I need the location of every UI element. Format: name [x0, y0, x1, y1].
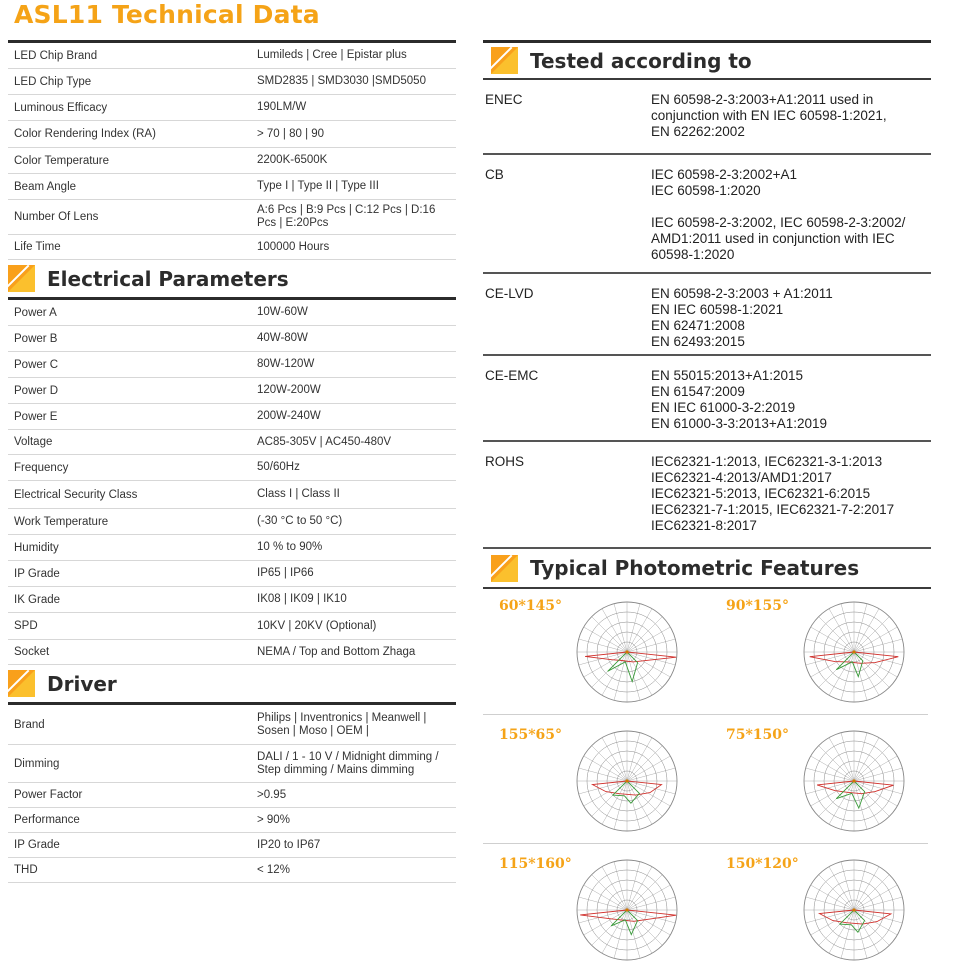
- photometric-heading: Typical Photometric Features: [530, 556, 860, 580]
- spec-label: IK Grade: [14, 593, 61, 606]
- polar-spoke: [854, 910, 867, 958]
- polar-spoke: [854, 862, 867, 910]
- spec-row: [8, 148, 456, 174]
- spec-row: [8, 705, 456, 745]
- polar-spoke: [614, 604, 627, 652]
- polar-spoke: [841, 910, 854, 958]
- polar-spoke: [627, 609, 652, 652]
- standard-line: IEC 60598-1:2020: [651, 183, 761, 198]
- standard-row: [483, 356, 931, 442]
- polar-spoke: [819, 746, 854, 781]
- section-icon: [491, 555, 518, 582]
- spec-label: IP Grade: [14, 567, 60, 580]
- polar-spoke: [854, 652, 867, 700]
- spec-row: [8, 404, 456, 430]
- standard-line: EN IEC 61000-3-2:2019: [651, 400, 796, 415]
- tested-table: [483, 80, 931, 549]
- spec-value: Lumileds | Cree | Epistar plus: [257, 49, 407, 61]
- spec-value: AC85-305V | AC450-480V: [257, 435, 392, 448]
- photometric-cell: [710, 717, 934, 843]
- polar-center: [852, 908, 855, 911]
- polar-spoke: [854, 781, 902, 794]
- standard-row: [483, 155, 931, 274]
- spec-row: [8, 481, 456, 509]
- polar-spoke: [627, 875, 662, 910]
- standard-line: EN 61547:2009: [651, 384, 745, 399]
- standard-line: IEC 60598-2-3:2002+A1: [651, 167, 797, 182]
- beam-angle-label: 60*145°: [499, 598, 563, 614]
- polar-spoke: [584, 885, 627, 910]
- section-icon: [8, 670, 35, 697]
- standard-values: [651, 155, 931, 272]
- polar-spoke: [602, 910, 627, 953]
- polar-spoke: [829, 652, 854, 695]
- spec-label: THD: [14, 864, 38, 876]
- standard-label: CE-EMC: [485, 368, 539, 383]
- polar-spoke: [829, 781, 854, 824]
- beam-angle-label: 90*155°: [726, 598, 790, 614]
- polar-spoke: [627, 652, 652, 695]
- spec-row: [8, 535, 456, 561]
- polar-spoke: [627, 746, 662, 781]
- polar-spoke: [614, 733, 627, 781]
- spec-row: [8, 587, 456, 613]
- standard-row: [483, 274, 931, 356]
- polar-spoke: [854, 781, 879, 824]
- polar-spoke: [579, 897, 627, 910]
- polar-diagram: [798, 850, 920, 968]
- standard-line: IEC62321-8:2017: [651, 518, 757, 533]
- polar-spoke: [592, 617, 627, 652]
- polar-diagram: [571, 592, 693, 710]
- spec-row: [8, 121, 456, 148]
- row-divider: [483, 843, 928, 844]
- section-icon: [8, 265, 35, 292]
- spec-row: [8, 455, 456, 481]
- polar-spoke: [627, 885, 670, 910]
- photometric-cell: [483, 846, 707, 972]
- driver-table: [8, 705, 456, 883]
- polar-spoke: [614, 652, 627, 700]
- spec-row: [8, 235, 456, 260]
- polar-spoke: [811, 756, 854, 781]
- polar-spoke: [602, 867, 627, 910]
- polar-spoke: [579, 910, 627, 923]
- tested-section-header: [483, 43, 931, 80]
- driver-heading: Driver: [47, 671, 117, 696]
- polar-spoke: [854, 885, 897, 910]
- page-title: ASL11 Technical Data: [14, 0, 320, 29]
- spec-value: 200W-240W: [257, 410, 321, 422]
- polar-spoke: [584, 756, 627, 781]
- polar-spoke: [602, 781, 627, 824]
- spec-label: Power E: [14, 410, 58, 423]
- polar-spoke: [811, 885, 854, 910]
- standard-label: ENEC: [485, 92, 523, 107]
- polar-spoke: [627, 617, 662, 652]
- row-divider: [483, 714, 928, 715]
- photometric-cell: [710, 846, 934, 972]
- polar-spoke: [819, 875, 854, 910]
- polar-spoke: [627, 639, 675, 652]
- spec-value: < 12%: [257, 863, 290, 876]
- standard-line: EN 55015:2013+A1:2015: [651, 368, 804, 383]
- spec-label: LED Chip Brand: [14, 49, 98, 62]
- polar-spoke: [854, 627, 897, 652]
- photometric-cell: [483, 717, 707, 843]
- beam-angle-label: 155*65°: [499, 727, 563, 743]
- standard-line: IEC62321-1:2013, IEC62321-3-1:2013: [651, 454, 883, 469]
- spec-label: IP Grade: [14, 839, 60, 851]
- polar-spoke: [854, 639, 902, 652]
- polar-spoke: [829, 738, 854, 781]
- spec-row: [8, 745, 456, 783]
- spec-value: Philips | Inventronics | Meanwell | Sosen | Moso | OEM |: [257, 711, 427, 737]
- beam-angle-label: 75*150°: [726, 727, 790, 743]
- standard-line: EN IEC 60598-1:2021: [651, 302, 784, 317]
- photometric-cell: [710, 588, 934, 714]
- polar-spoke: [811, 627, 854, 652]
- electrical-heading: Electrical Parameters: [47, 266, 289, 291]
- standard-row: [483, 80, 931, 155]
- spec-row: [8, 326, 456, 352]
- polar-spoke: [592, 746, 627, 781]
- spec-value: SMD2835 | SMD3030 |SMD5050: [257, 75, 426, 87]
- standard-line: EN 62493:2015: [651, 334, 745, 349]
- spec-value: IP65 | IP66: [257, 567, 314, 579]
- spec-value: >0.95: [257, 788, 287, 801]
- polar-diagram: [571, 850, 693, 968]
- polar-spoke: [602, 609, 627, 652]
- spec-label: Frequency: [14, 461, 69, 474]
- polar-spoke: [854, 617, 889, 652]
- driver-section-header: [8, 665, 456, 705]
- polar-spoke: [854, 738, 879, 781]
- polar-spoke: [829, 867, 854, 910]
- standard-label: CB: [485, 167, 504, 182]
- tested-heading: Tested according to: [530, 48, 752, 73]
- electrical-section-header: [8, 260, 456, 300]
- polar-spoke: [592, 875, 627, 910]
- photometric-cell: [483, 588, 707, 714]
- spec-value: > 90%: [257, 813, 290, 826]
- polar-spoke: [841, 781, 854, 829]
- spec-label: Socket: [14, 646, 50, 658]
- polar-spoke: [806, 910, 854, 923]
- spec-label: Beam Angle: [14, 180, 77, 193]
- polar-spoke: [627, 781, 640, 829]
- spec-value: 40W-80W: [257, 332, 308, 344]
- standard-line: IEC 60598-2-3:2002, IEC 60598-2-3:2002/: [651, 215, 906, 230]
- spec-label: Performance: [14, 814, 80, 826]
- polar-spoke: [841, 652, 854, 700]
- polar-spoke: [627, 910, 652, 953]
- spec-label: Power A: [14, 306, 57, 319]
- polar-spoke: [579, 639, 627, 652]
- spec-row: [8, 430, 456, 455]
- polar-diagram: [798, 592, 920, 710]
- left-column: [8, 40, 456, 883]
- standard-values: [651, 442, 931, 547]
- polar-spoke: [806, 897, 854, 910]
- polar-center: [852, 650, 855, 653]
- spec-value: IK08 | IK09 | IK10: [257, 593, 347, 605]
- polar-spoke: [806, 768, 854, 781]
- polar-spoke: [579, 781, 627, 794]
- spec-value: Class I | Class II: [257, 488, 340, 500]
- standard-values: [651, 274, 931, 354]
- polar-spoke: [627, 867, 652, 910]
- standard-line: AMD1:2011 used in conjunction with IEC: [651, 231, 895, 246]
- polar-spoke: [806, 652, 854, 665]
- polar-center: [852, 779, 855, 782]
- polar-spoke: [854, 897, 902, 910]
- polar-spoke: [841, 733, 854, 781]
- standard-line: IEC62321-7-1:2015, IEC62321-7-2:2017: [651, 502, 895, 517]
- polar-spoke: [854, 768, 902, 781]
- spec-row: [8, 43, 456, 69]
- spec-label: Color Temperature: [14, 154, 110, 167]
- spec-row: [8, 200, 456, 235]
- polar-spoke: [627, 738, 652, 781]
- spec-row: [8, 833, 456, 858]
- polar-spoke: [584, 627, 627, 652]
- polar-spoke: [627, 756, 670, 781]
- spec-value: 2200K-6500K: [257, 154, 328, 166]
- spec-row: [8, 378, 456, 404]
- standard-line: EN 60598-2-3:2003 + A1:2011: [651, 286, 833, 301]
- spec-label: Power D: [14, 384, 59, 397]
- polar-spoke: [854, 746, 889, 781]
- spec-value: DALI / 1 - 10 V / Midnight dimming / Step dimming / Mains dimming: [257, 750, 439, 776]
- spec-row: [8, 613, 456, 640]
- polar-spoke: [627, 768, 675, 781]
- spec-value: (-30 °C to 50 °C): [257, 515, 343, 527]
- right-column: [483, 40, 931, 589]
- spec-label: Luminous Efficacy: [14, 101, 108, 114]
- standard-line: EN 62471:2008: [651, 318, 745, 333]
- polar-spoke: [854, 875, 889, 910]
- standard-values: [651, 80, 931, 153]
- standard-line: [651, 199, 931, 215]
- polar-spoke: [627, 604, 640, 652]
- spec-value: 100000 Hours: [257, 240, 330, 253]
- standard-line: EN 60598-2-3:2003+A1:2011 used in: [651, 92, 874, 107]
- spec-label: Voltage: [14, 436, 53, 448]
- polar-spoke: [854, 652, 879, 695]
- polar-spoke: [602, 652, 627, 695]
- spec-label: Dimming: [14, 757, 60, 770]
- standard-line: conjunction with EN IEC 60598-1:2021,: [651, 108, 887, 123]
- spec-value: 50/60Hz: [257, 461, 300, 473]
- spec-row: [8, 561, 456, 587]
- spec-label: Number Of Lens: [14, 211, 99, 223]
- spec-row: [8, 174, 456, 200]
- beam-angle-label: 115*160°: [499, 856, 572, 872]
- polar-spoke: [841, 862, 854, 910]
- spec-row: [8, 640, 456, 665]
- spec-label: Color Rendering Index (RA): [14, 128, 156, 140]
- standard-line: EN 62262:2002: [651, 124, 745, 139]
- spec-row: [8, 858, 456, 883]
- polar-center: [625, 650, 628, 653]
- spec-label: Life Time: [14, 241, 61, 253]
- polar-spoke: [854, 756, 897, 781]
- spec-value: 10 % to 90%: [257, 541, 323, 553]
- polar-spoke: [627, 862, 640, 910]
- polar-spoke: [854, 867, 879, 910]
- polar-spoke: [614, 781, 627, 829]
- standard-label: ROHS: [485, 454, 525, 469]
- polar-spoke: [627, 733, 640, 781]
- spec-value: A:6 Pcs | B:9 Pcs | C:12 Pcs | D:16 Pcs | E:20Pcs: [257, 204, 436, 229]
- standard-values: [651, 356, 931, 440]
- spec-value: Type I | Type II | Type III: [257, 180, 379, 192]
- spec-value: 120W-200W: [257, 384, 321, 396]
- polar-spoke: [627, 910, 640, 958]
- polar-spoke: [829, 910, 854, 953]
- spec-label: Electrical Security Class: [14, 488, 138, 501]
- spec-label: SPD: [14, 620, 38, 632]
- standard-line: 60598-1:2020: [651, 247, 735, 262]
- spec-label: Work Temperature: [14, 515, 109, 528]
- polar-spoke: [854, 609, 879, 652]
- polar-spoke: [819, 617, 854, 652]
- polar-spoke: [841, 604, 854, 652]
- spec-label: Humidity: [14, 541, 59, 554]
- spec-label: Power C: [14, 358, 59, 371]
- standard-line: IEC62321-5:2013, IEC62321-6:2015: [651, 486, 871, 501]
- spec-label: LED Chip Type: [14, 75, 92, 88]
- spec-row: [8, 95, 456, 121]
- general-table: [8, 43, 456, 260]
- spec-value: > 70 | 80 | 90: [257, 127, 325, 140]
- polar-spoke: [614, 862, 627, 910]
- polar-spoke: [829, 609, 854, 652]
- photometric-section-header: [483, 549, 931, 589]
- spec-row: [8, 352, 456, 378]
- photometric-grid: [483, 588, 931, 960]
- spec-row: [8, 808, 456, 833]
- spec-row: [8, 300, 456, 326]
- spec-value: 10KV | 20KV (Optional): [257, 619, 377, 632]
- spec-label: Brand: [14, 718, 45, 731]
- spec-value: IP20 to IP67: [257, 838, 321, 851]
- polar-diagram: [571, 721, 693, 839]
- polar-spoke: [614, 910, 627, 958]
- polar-spoke: [806, 639, 854, 652]
- standard-line: IEC62321-4:2013/AMD1:2017: [651, 470, 832, 485]
- polar-spoke: [854, 733, 867, 781]
- polar-spoke: [627, 627, 670, 652]
- standard-label: CE-LVD: [485, 286, 534, 301]
- spec-value: 10W-60W: [257, 306, 308, 318]
- spec-value: 80W-120W: [257, 358, 315, 370]
- standard-line: EN 61000-3-3:2013+A1:2019: [651, 416, 828, 431]
- beam-angle-label: 150*120°: [726, 856, 799, 872]
- polar-spoke: [854, 781, 867, 829]
- standard-row: [483, 442, 931, 549]
- polar-spoke: [602, 738, 627, 781]
- spec-row: [8, 69, 456, 95]
- c90-curve: [608, 652, 638, 682]
- spec-value: NEMA / Top and Bottom Zhaga: [257, 645, 416, 658]
- spec-value: 190LM/W: [257, 101, 307, 113]
- polar-center: [625, 779, 628, 782]
- section-icon: [491, 47, 518, 74]
- polar-diagram: [798, 721, 920, 839]
- spec-label: Power Factor: [14, 789, 83, 801]
- polar-spoke: [627, 781, 670, 806]
- c0-curve: [585, 652, 676, 662]
- spec-row: [8, 509, 456, 535]
- polar-spoke: [579, 768, 627, 781]
- polar-spoke: [854, 604, 867, 652]
- polar-spoke: [627, 897, 675, 910]
- spec-row: [8, 783, 456, 808]
- spec-label: Power B: [14, 332, 58, 345]
- electrical-table: [8, 300, 456, 665]
- polar-center: [625, 908, 628, 911]
